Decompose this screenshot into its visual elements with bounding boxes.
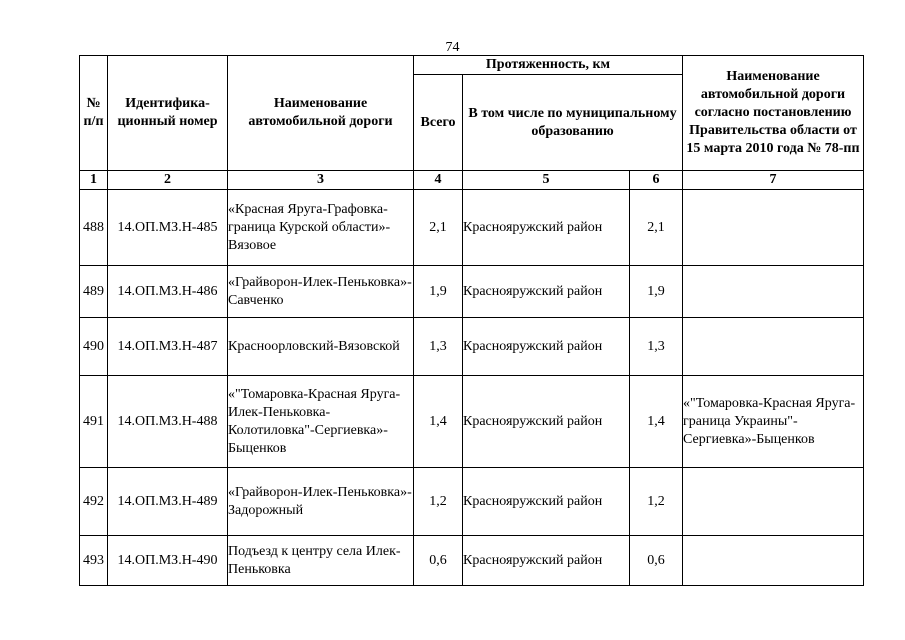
row-total: 1,3 xyxy=(414,318,463,376)
column-number-3: 3 xyxy=(228,171,414,190)
row-id: 14.ОП.МЗ.Н-487 xyxy=(108,318,228,376)
row-district-km: 1,9 xyxy=(630,266,683,318)
row-id: 14.ОП.МЗ.Н-485 xyxy=(108,190,228,266)
row-num: 490 xyxy=(80,318,108,376)
row-id: 14.ОП.МЗ.Н-489 xyxy=(108,468,228,536)
row-num: 493 xyxy=(80,536,108,586)
row-decree-name xyxy=(683,318,864,376)
column-number-4: 4 xyxy=(414,171,463,190)
column-number-1: 1 xyxy=(80,171,108,190)
row-total: 1,4 xyxy=(414,376,463,468)
header-num: № п/п xyxy=(80,56,108,171)
row-decree-name xyxy=(683,266,864,318)
header-including: В том числе по муниципальному образованию xyxy=(463,75,683,171)
row-num: 492 xyxy=(80,468,108,536)
row-road-name: «Грайворон-Илек-Пеньковка»-Савченко xyxy=(228,266,414,318)
header-road-name: Наименование автомобильной дороги xyxy=(228,56,414,171)
row-road-name: «"Томаровка-Красная Яруга-Илек-Пеньковка-Колотиловка"-Сергиевка»-Быценков xyxy=(228,376,414,468)
row-district: Краснояружский район xyxy=(463,468,630,536)
row-district-km: 0,6 xyxy=(630,536,683,586)
row-decree-name: «"Томаровка-Красная Яруга-граница Украины"-Сергиевка»-Быценков xyxy=(683,376,864,468)
column-number-5: 5 xyxy=(463,171,630,190)
row-road-name: «Грайворон-Илек-Пеньковка»- Задорожный xyxy=(228,468,414,536)
row-total: 0,6 xyxy=(414,536,463,586)
row-district: Краснояружский район xyxy=(463,266,630,318)
row-decree-name xyxy=(683,190,864,266)
table-row xyxy=(80,536,864,586)
row-id: 14.ОП.МЗ.Н-486 xyxy=(108,266,228,318)
row-road-name: Подъезд к центру села Илек-Пеньковка xyxy=(228,536,414,586)
row-total: 2,1 xyxy=(414,190,463,266)
row-num: 489 xyxy=(80,266,108,318)
header-id: Идентифика-ционный номер xyxy=(108,56,228,171)
row-district-km: 1,2 xyxy=(630,468,683,536)
row-id: 14.ОП.МЗ.Н-490 xyxy=(108,536,228,586)
row-road-name: «Красная Яруга-Графовка-граница Курской области»-Вязовое xyxy=(228,190,414,266)
header-total: Всего xyxy=(414,75,463,171)
row-district: Краснояружский район xyxy=(463,190,630,266)
row-district-km: 1,4 xyxy=(630,376,683,468)
column-number-7: 7 xyxy=(683,171,864,190)
row-district-km: 1,3 xyxy=(630,318,683,376)
row-num: 491 xyxy=(80,376,108,468)
page-number: 74 xyxy=(445,40,460,55)
row-decree-name xyxy=(683,536,864,586)
row-district: Краснояружский район xyxy=(463,376,630,468)
row-id: 14.ОП.МЗ.Н-488 xyxy=(108,376,228,468)
header-decree-name: Наименование автомобильной дороги согласно постановлению Правительства области от 15 марта 2010 года № 78-пп xyxy=(683,56,864,171)
row-district-km: 2,1 xyxy=(630,190,683,266)
header-length: Протяженность, км xyxy=(414,56,683,75)
row-total: 1,9 xyxy=(414,266,463,318)
table-row xyxy=(80,376,864,468)
row-num: 488 xyxy=(80,190,108,266)
column-number-2: 2 xyxy=(108,171,228,190)
row-district: Краснояружский район xyxy=(463,536,630,586)
row-road-name: Красноорловский-Вязовской xyxy=(228,318,414,376)
table-row xyxy=(80,468,864,536)
row-decree-name xyxy=(683,468,864,536)
row-district: Краснояружский район xyxy=(463,318,630,376)
table-row xyxy=(80,190,864,266)
table-row xyxy=(80,266,864,318)
column-number-6: 6 xyxy=(630,171,683,190)
table-row xyxy=(80,318,864,376)
roads-table xyxy=(79,55,864,586)
row-total: 1,2 xyxy=(414,468,463,536)
